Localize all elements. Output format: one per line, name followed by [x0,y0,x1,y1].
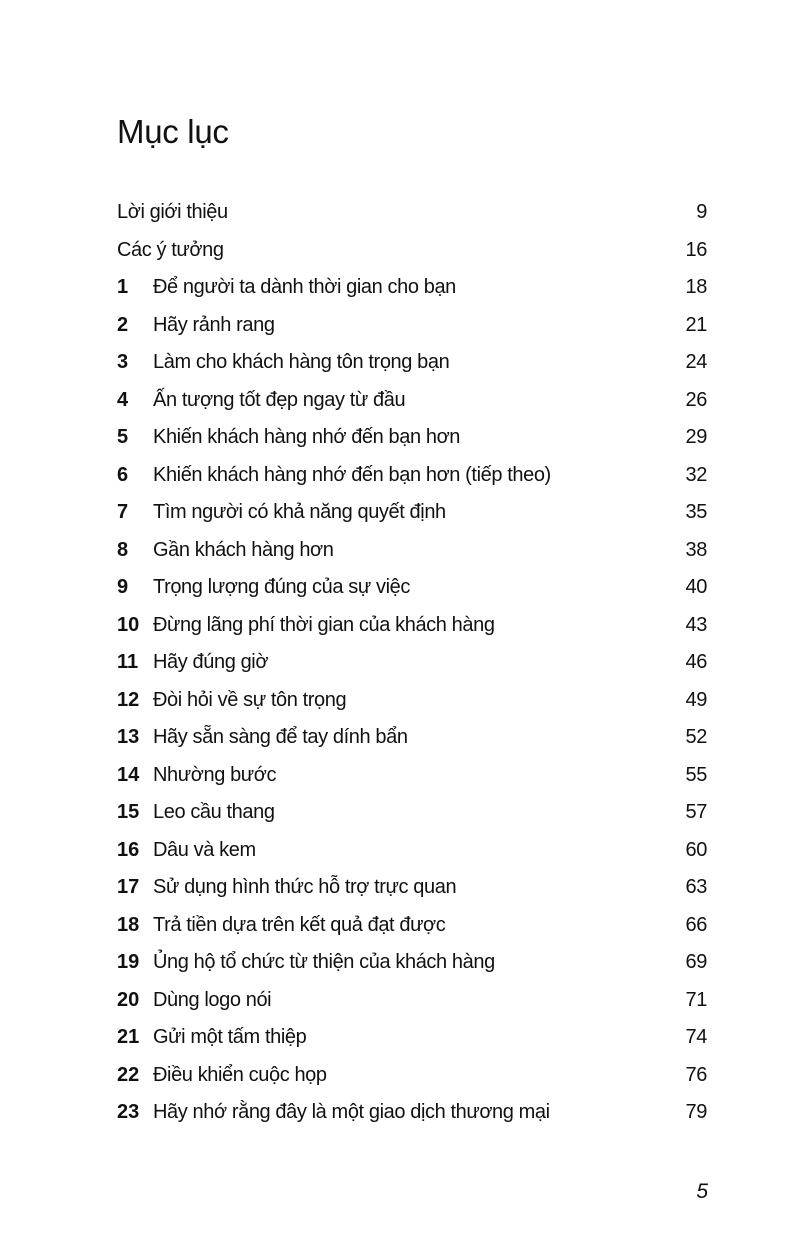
toc-entry-number: 6 [117,463,129,486]
toc-entry-number: 17 [117,876,140,898]
toc-page-number: 9 [696,201,707,223]
toc-entry-row[interactable] [117,385,707,423]
toc-front-matter-row[interactable] [117,235,707,273]
toc-page-number: 24 [685,351,707,373]
toc-entry-title: Để người ta dành thời gian cho bạn [153,276,456,298]
toc-entry-number: 9 [117,576,129,598]
toc-page-number: 74 [685,1026,707,1048]
toc-page-number: 40 [685,576,707,598]
toc-entry-title: Hãy đúng giờ [153,651,269,673]
toc-front-matter-row[interactable] [117,197,707,235]
toc-entry-number: 22 [117,1063,140,1086]
toc-entry-row[interactable] [117,272,707,310]
toc-entry-row[interactable] [117,985,707,1023]
toc-entry-title: Trọng lượng đúng của sự việc [153,576,410,598]
toc-entry-title: Đòi hỏi về sự tôn trọng [153,688,347,711]
toc-entry-number: 13 [117,726,140,748]
toc-page-number: 35 [685,501,707,523]
toc-entry-number: 15 [117,801,140,823]
toc-page-number: 49 [685,688,707,711]
toc-entry-number: 4 [117,388,129,411]
toc-entry-row[interactable] [117,347,707,385]
toc-entry-title: Các ý tưởng [117,238,224,261]
toc-page-number: 71 [685,988,707,1011]
toc-entry-row[interactable] [117,310,707,348]
toc-entry-row[interactable] [117,497,707,535]
toc-entry-number: 7 [117,501,129,523]
toc-page-number: 32 [685,463,707,486]
toc-entry-number: 23 [117,1101,140,1123]
toc-entry-title: Hãy rảnh rang [153,313,275,336]
toc-entry-number: 21 [117,1026,140,1048]
toc-page-number: 26 [685,388,707,411]
toc-entry-title: Khiến khách hàng nhớ đến bạn hơn [153,426,461,448]
toc-page-number: 79 [685,1101,707,1123]
toc-entry-number: 14 [117,763,140,786]
toc-entry-title: Ấn tượng tốt đẹp ngay từ đầu [153,388,406,411]
toc-entry-row[interactable] [117,685,707,723]
toc-entry-title: Nhường bước [153,763,277,786]
toc-entry-row[interactable] [117,1022,707,1060]
toc-entry-title: Khiến khách hàng nhớ đến bạn hơn (tiếp theo) [153,463,551,486]
toc-entry-title: Lời giới thiệu [117,201,228,223]
toc-entry-title: Trả tiền dựa trên kết quả đạt được [153,913,446,936]
toc-entry-number: 16 [117,838,140,861]
toc-entry-row[interactable] [117,910,707,948]
toc-entry-row[interactable] [117,797,707,835]
toc-entry-title: Leo cầu thang [153,801,275,823]
toc-entry-row[interactable] [117,835,707,873]
toc-entry-number: 1 [117,276,129,298]
toc-page-number: 69 [685,951,707,973]
toc-page-number: 38 [685,538,707,561]
toc-entry-number: 11 [117,651,139,673]
table-of-contents [117,197,707,1135]
toc-page-number: 60 [685,838,707,861]
toc-entry-number: 5 [117,426,129,448]
toc-entry-row[interactable] [117,947,707,985]
toc-page-number: 66 [685,913,707,936]
toc-page-number: 57 [685,801,707,823]
page-title: Mục lục [117,113,229,150]
toc-entry-row[interactable] [117,610,707,648]
toc-entry-row[interactable] [117,1060,707,1098]
toc-entry-title: Dâu và kem [153,838,256,861]
toc-page-number: 52 [685,726,707,748]
toc-entry-row[interactable] [117,535,707,573]
toc-entry-row[interactable] [117,572,707,610]
toc-entry-row[interactable] [117,422,707,460]
toc-page-number: 43 [685,613,707,636]
toc-entry-list [117,272,707,1135]
toc-entry-title: Điều khiển cuộc họp [153,1063,327,1086]
toc-page-number: 29 [685,426,707,448]
toc-entry-row[interactable] [117,722,707,760]
toc-page-number: 16 [685,238,707,261]
toc-page-number: 55 [685,763,707,786]
toc-entry-title: Ủng hộ tổ chức từ thiện của khách hàng [153,951,495,973]
toc-page-number: 63 [685,876,707,898]
toc-entry-title: Làm cho khách hàng tôn trọng bạn [153,351,450,373]
toc-page-number: 46 [685,651,707,673]
page-number-footer: 5 [696,1180,708,1203]
toc-entry-number: 10 [117,613,140,636]
toc-entry-number: 3 [117,351,129,373]
toc-entry-title: Đừng lãng phí thời gian của khách hàng [153,613,495,636]
toc-entry-row[interactable] [117,460,707,498]
toc-entry-title: Dùng logo nói [153,988,272,1011]
toc-entry-number: 18 [117,913,140,936]
toc-entry-row[interactable] [117,647,707,685]
toc-page-number: 18 [685,276,707,298]
toc-entry-row[interactable] [117,760,707,798]
toc-page-number: 21 [685,313,707,336]
toc-entry-number: 20 [117,988,140,1011]
toc-entry-title: Tìm người có khả năng quyết định [153,501,446,523]
toc-entry-row[interactable] [117,872,707,910]
toc-entry-title: Gần khách hàng hơn [153,538,334,561]
toc-entry-title: Sử dụng hình thức hỗ trợ trực quan [153,876,457,898]
toc-entry-number: 12 [117,688,140,711]
toc-entry-title: Hãy sẵn sàng để tay dính bẩn [153,726,408,748]
toc-entry-number: 19 [117,951,140,973]
toc-entry-number: 2 [117,313,129,336]
toc-entry-title: Gửi một tấm thiệp [153,1026,307,1048]
toc-entry-title: Hãy nhớ rằng đây là một giao dịch thương mại [153,1101,550,1123]
toc-page-number: 76 [685,1063,707,1086]
toc-entry-row[interactable] [117,1097,707,1135]
toc-entry-number: 8 [117,538,129,561]
